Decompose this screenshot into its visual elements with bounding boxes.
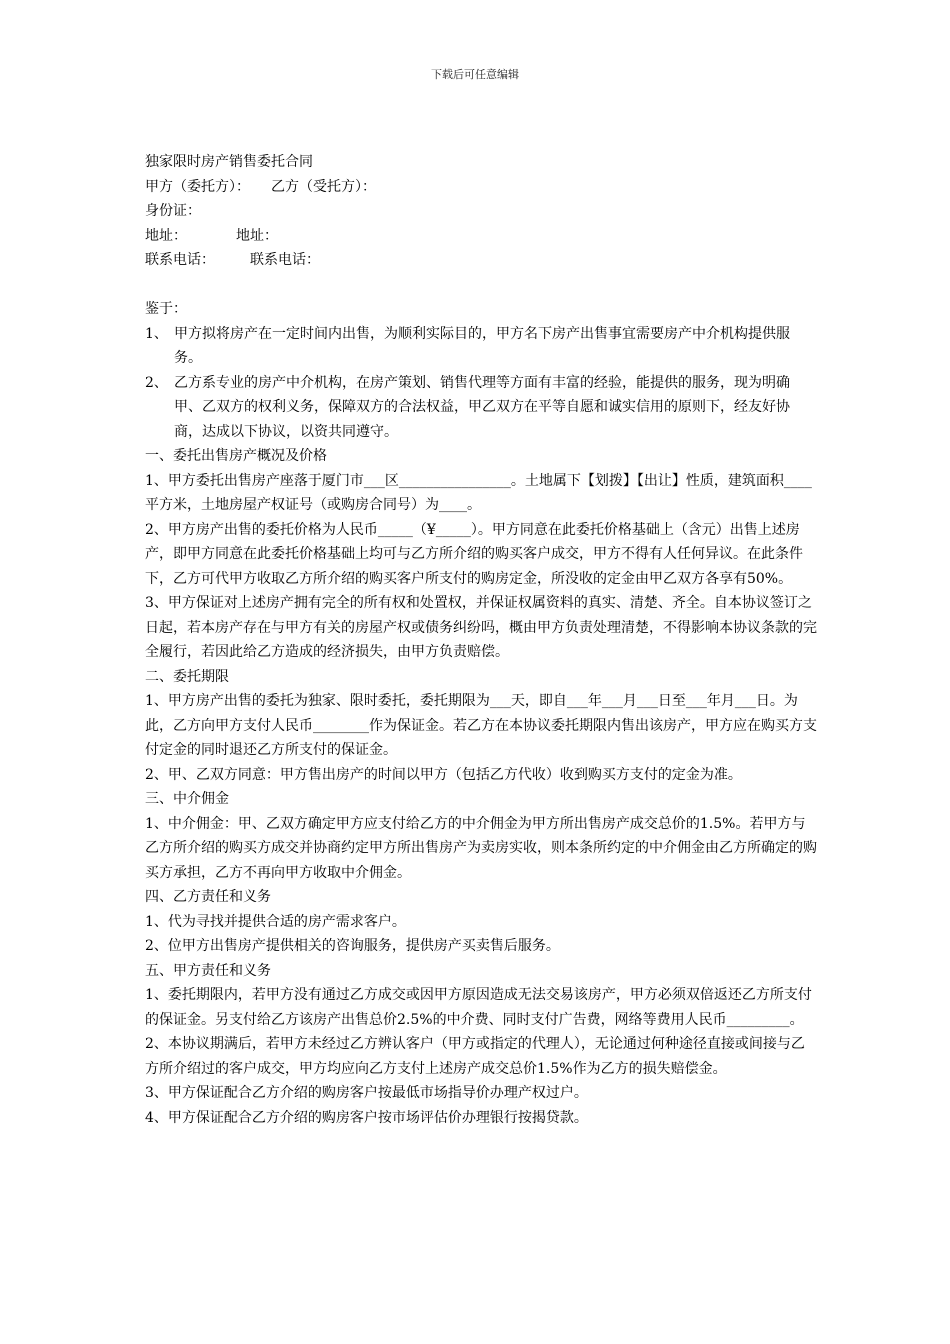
item-number: 2、 [145,374,168,391]
clause: 1、甲方委托出售房产座落于厦门市___区________________。土地属下【划拨】【出让】性质，建筑面积____平方米，土地房屋产权证号（或购房合同号）为____。 [145,472,812,513]
section-heading: 五、甲方责任和义务 [145,962,271,979]
phone-line: 联系电话： 联系电话： [145,252,320,268]
clause: 1、代为寻找并提供合适的房产需求客户。 [145,913,406,930]
whereas-item [145,371,817,445]
contract-document [145,150,817,1130]
document-title: 独家限时房产销售委托合同 [145,154,313,170]
section-heading: 四、乙方责任和义务 [145,889,271,905]
spacer [145,273,817,298]
item-text: 甲方拟将房产在一定时间内出售，为顺利实际目的，甲方名下房产出售事宜需要房产中介机构提供服务。 [174,325,790,366]
clause: 1、甲方房产出售的委托为独家、限时委托，委托期限为___天，即自___年___月___日至___年月___日。为此，乙方向甲方支付人民币________作为保证金。若乙方在本协议委托期限内售出该房产，甲方应在购买方支付定金的同时退还乙方所支付的保证金。 [145,693,817,758]
id-card-line: 身份证： [145,203,201,219]
item-number: 1、 [145,325,168,342]
clause: 3、甲方保证对上述房产拥有完全的所有权和处置权，并保证权属资料的真实、清楚、齐全。自本协议签订之日起，若本房产存在与甲方有关的房屋产权或债务纠纷吗，概由甲方负责处理清楚，不得影响本协议条款的完全履行，若因此给乙方造成的经济损失，由甲方负责赔偿。 [145,595,817,660]
item-text: 乙方系专业的房产中介机构，在房产策划、销售代理等方面有丰富的经验，能提供的服务，现为明确甲、乙双方的权利义务，保障双方的合法权益，甲乙双方在平等自愿和诚实信用的原则下，经友好协商，达成以下协议，以资共同遵守。 [174,374,790,440]
section-heading: 三、中介佣金 [145,791,229,807]
parties-line: 甲方（委托方）： 乙方（受托方）： [145,178,376,195]
clause: 2、本协议期满后，若甲方未经过乙方辨认客户（甲方或指定的代理人），无论通过何种途径直接或间接与乙方所介绍过的客户成交，甲方均应向乙方支付上述房产成交总价1.5%作为乙方的损失赔偿金。 [145,1036,805,1077]
whereas-heading: 鉴于： [145,301,187,317]
clause: 4、甲方保证配合乙方介绍的购房客户按市场评估价办理银行按揭贷款。 [145,1109,588,1126]
clause: 2、甲、乙双方同意：甲方售出房产的时间以甲方（包括乙方代收）收到购买方支付的定金为准。 [145,766,742,783]
whereas-item [145,322,817,371]
clause: 2、位甲方出售房产提供相关的咨询服务，提供房产买卖售后服务。 [145,938,560,954]
clause: 1、委托期限内，若甲方没有通过乙方成交或因甲方原因造成无法交易该房产，甲方必须双倍返还乙方所支付的保证金。另支付给乙方该房产出售总价2.5%的中介费、同时支付广告费，网络等费用人民币_________。 [145,987,812,1028]
clause: 2、甲方房产出售的委托价格为人民币_____（¥_____）。甲方同意在此委托价格基础上（含元）出售上述房产，即甲方同意在此委托价格基础上均可与乙方所介绍的购买客户成交，甲方不得有人任何异议。在此条件下，乙方可代甲方收取乙方所介绍的购买客户所支付的购房定金，所没收的定金由甲乙双方各享有50%。 [145,521,803,587]
section-heading: 二、委托期限 [145,668,229,685]
clause: 1、中介佣金：甲、乙双方确定甲方应支付给乙方的中介佣金为甲方所出售房产成交总价的1.5%。若甲方与乙方所介绍的购买方成交并协商约定甲方所出售房产为卖房实收，则本条所约定的中介佣金由乙方所确定的购买方承担，乙方不再向甲方收取中介佣金。 [145,815,817,881]
address-line: 地址： 地址： [145,227,278,244]
clause: 3、甲方保证配合乙方介绍的购房客户按最低市场指导价办理产权过户。 [145,1085,588,1101]
page-header-note: 下载后可任意编辑 [431,68,519,81]
section-heading: 一、委托出售房产概况及价格 [145,448,327,464]
